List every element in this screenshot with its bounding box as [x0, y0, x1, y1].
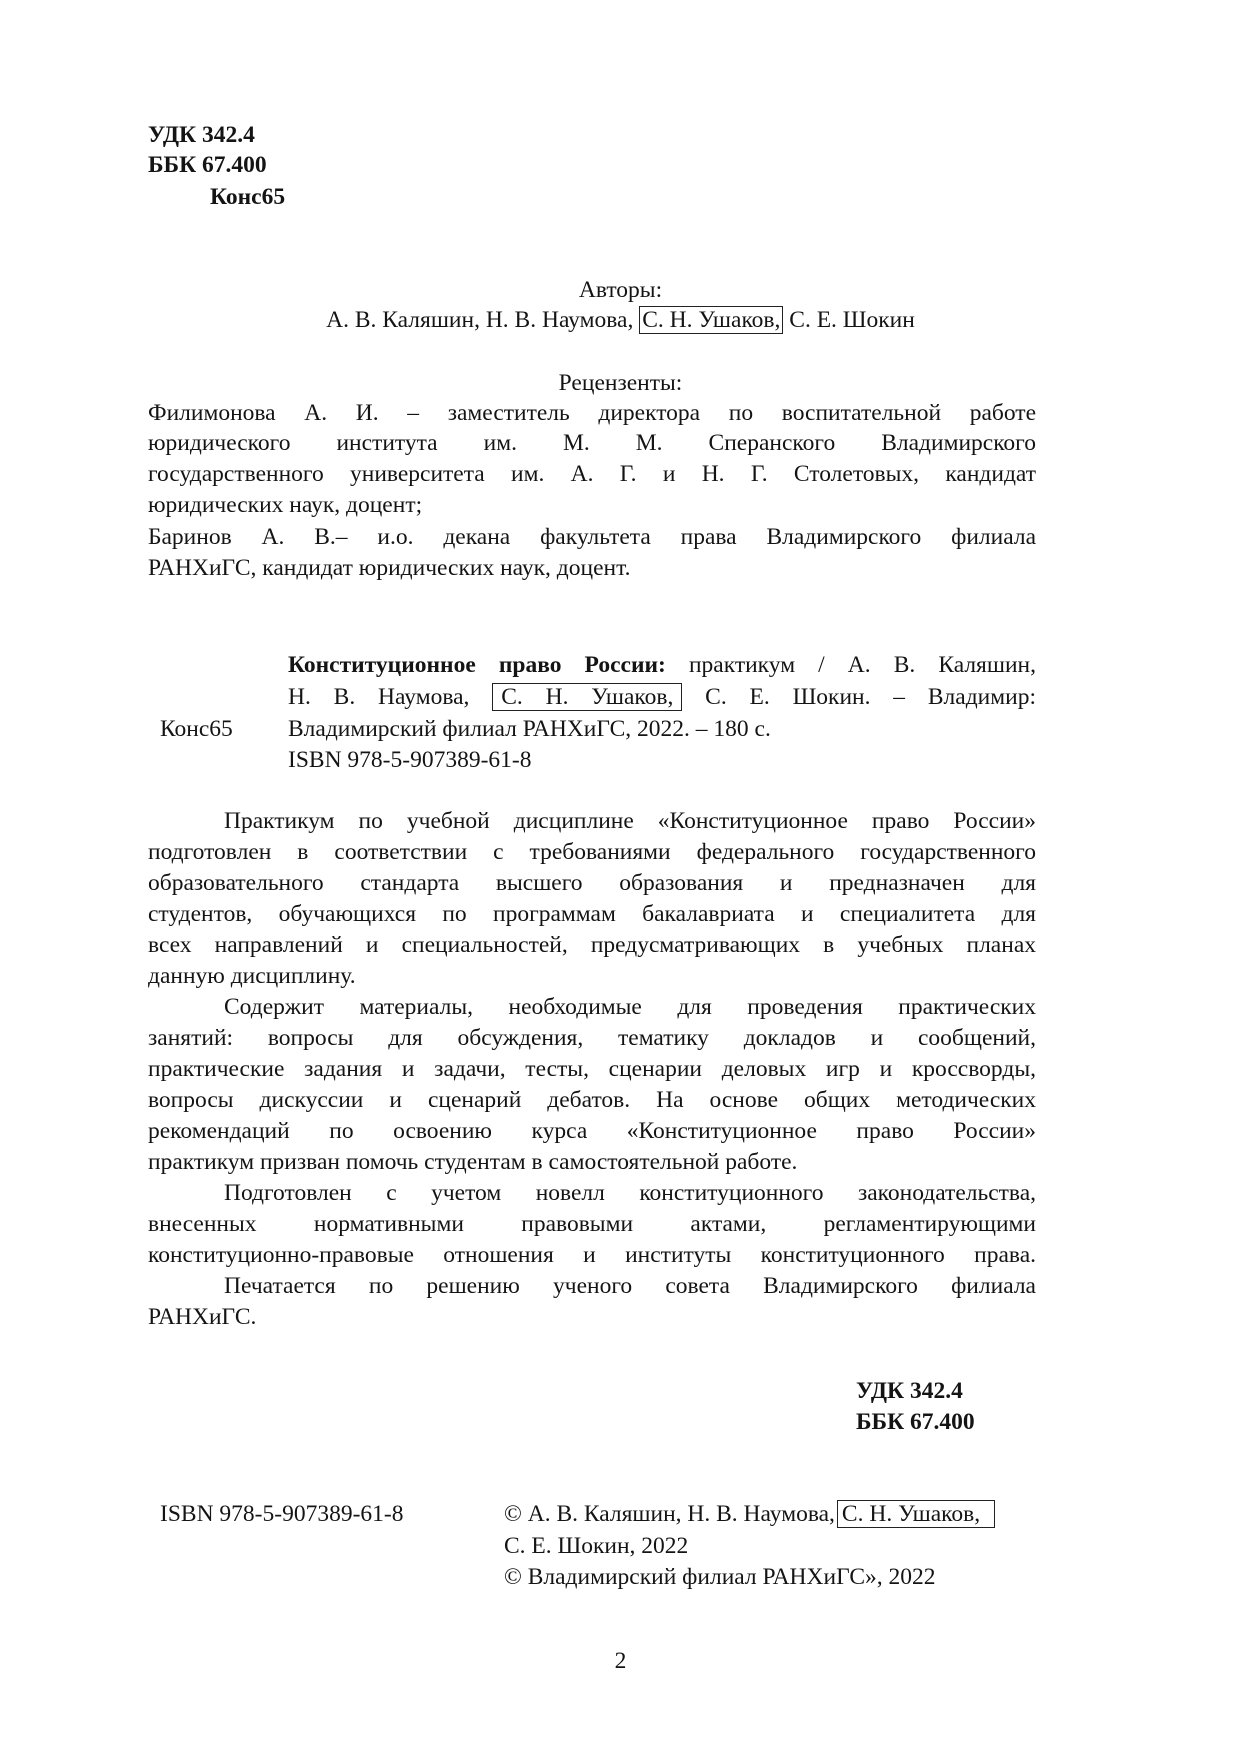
- copyright-highlighted-name: С. Н. Ушаков,: [837, 1500, 995, 1528]
- bib-line-2-before: Н. В. Наумова,: [288, 684, 470, 710]
- abstract-line: данную дисциплину.: [148, 963, 356, 989]
- abstract-line: занятий: вопросы для обсуждения, тематику докладов и сообщений,: [148, 1025, 1036, 1051]
- bib-highlighted-name: С. Н. Ушаков,: [492, 683, 682, 711]
- copyright-line-1: [504, 1499, 995, 1529]
- bib-line-2-after: С. Е. Шокин. – Владимир:: [705, 684, 1036, 710]
- abstract-line: Печатается по решению ученого совета Владимирского филиала: [224, 1273, 1036, 1299]
- reviewer-line: Баринов А. В.– и.о. декана факультета права Владимирского филиала: [148, 524, 1036, 550]
- footer-bbk-code: ББК 67.400: [856, 1409, 975, 1435]
- bib-title: Конституционное право России:: [288, 652, 666, 678]
- copyright-authors: © А. В. Каляшин, Н. В. Наумова,: [504, 1501, 835, 1527]
- abstract-line: РАНХиГС.: [148, 1304, 257, 1330]
- bbk-code: ББК 67.400: [148, 152, 267, 178]
- bib-line-2: [288, 682, 1036, 712]
- page-number: 2: [614, 1648, 627, 1674]
- authors-highlighted-name: С. Н. Ушаков,: [639, 306, 783, 334]
- authors-names: [0, 305, 1241, 335]
- authors-after: С. Е. Шокин: [789, 307, 915, 333]
- abstract-line: практические задания и задачи, тесты, сценарии деловых игр и кроссворды,: [148, 1056, 1036, 1082]
- abstract-line: рекомендаций по освоению курса «Конституционное право России»: [148, 1118, 1036, 1144]
- abstract-line: всех направлений и специальностей, предусматривающих в учебных планах: [148, 932, 1036, 958]
- abstract-line: Практикум по учебной дисциплине «Конституционное право России»: [224, 808, 1036, 834]
- reviewer-line: юридических наук, доцент;: [148, 492, 423, 518]
- bib-sign: Конс65: [160, 716, 233, 742]
- reviewer-line: юридического института им. М. М. Сперанского Владимирского: [148, 430, 1036, 456]
- authors-before: А. В. Каляшин, Н. В. Наумова,: [326, 307, 634, 333]
- abstract-line: студентов, обучающихся по программам бакалавриата и специалитета для: [148, 901, 1036, 927]
- author-sign: Конс65: [210, 184, 286, 210]
- bib-line-3: Владимирский филиал РАНХиГС, 2022. – 180 с.: [288, 716, 771, 742]
- abstract-line: Подготовлен с учетом новелл конституционного законодательства,: [224, 1180, 1036, 1206]
- copyright-isbn: ISBN 978-5-907389-61-8: [160, 1501, 404, 1527]
- reviewers-heading: Рецензенты:: [558, 370, 683, 396]
- reviewer-line: РАНХиГС, кандидат юридических наук, доцент.: [148, 555, 631, 581]
- copyright-line-3: © Владимирский филиал РАНХиГС», 2022: [504, 1564, 936, 1590]
- footer-udk-code: УДК 342.4: [856, 1378, 963, 1404]
- abstract-line: образовательного стандарта высшего образования и предназначен для: [148, 870, 1036, 896]
- reviewer-line: Филимонова А. И. – заместитель директора по воспитательной работе: [148, 400, 1036, 426]
- udk-code: УДК 342.4: [148, 122, 255, 148]
- abstract-line: внесенных нормативными правовыми актами, регламентирующими: [148, 1211, 1036, 1237]
- bib-line-1-rest: практикум / А. В. Каляшин,: [688, 652, 1036, 678]
- copyright-line-2: С. Е. Шокин, 2022: [504, 1533, 689, 1559]
- abstract-line: Содержит материалы, необходимые для проведения практических: [224, 994, 1036, 1020]
- bib-line-1: [288, 650, 1036, 680]
- bib-isbn: ISBN 978-5-907389-61-8: [288, 747, 532, 773]
- abstract-line: практикум призван помочь студентам в самостоятельной работе.: [148, 1149, 798, 1175]
- abstract-line: конституционно-правовые отношения и институты конституционного права.: [148, 1242, 1036, 1268]
- abstract-line: вопросы дискуссии и сценарий дебатов. На основе общих методических: [148, 1087, 1036, 1113]
- authors-heading: Авторы:: [578, 277, 663, 303]
- abstract-line: подготовлен в соответствии с требованиями федерального государственного: [148, 839, 1036, 865]
- reviewer-line: государственного университета им. А. Г. и Н. Г. Столетовых, кандидат: [148, 461, 1036, 487]
